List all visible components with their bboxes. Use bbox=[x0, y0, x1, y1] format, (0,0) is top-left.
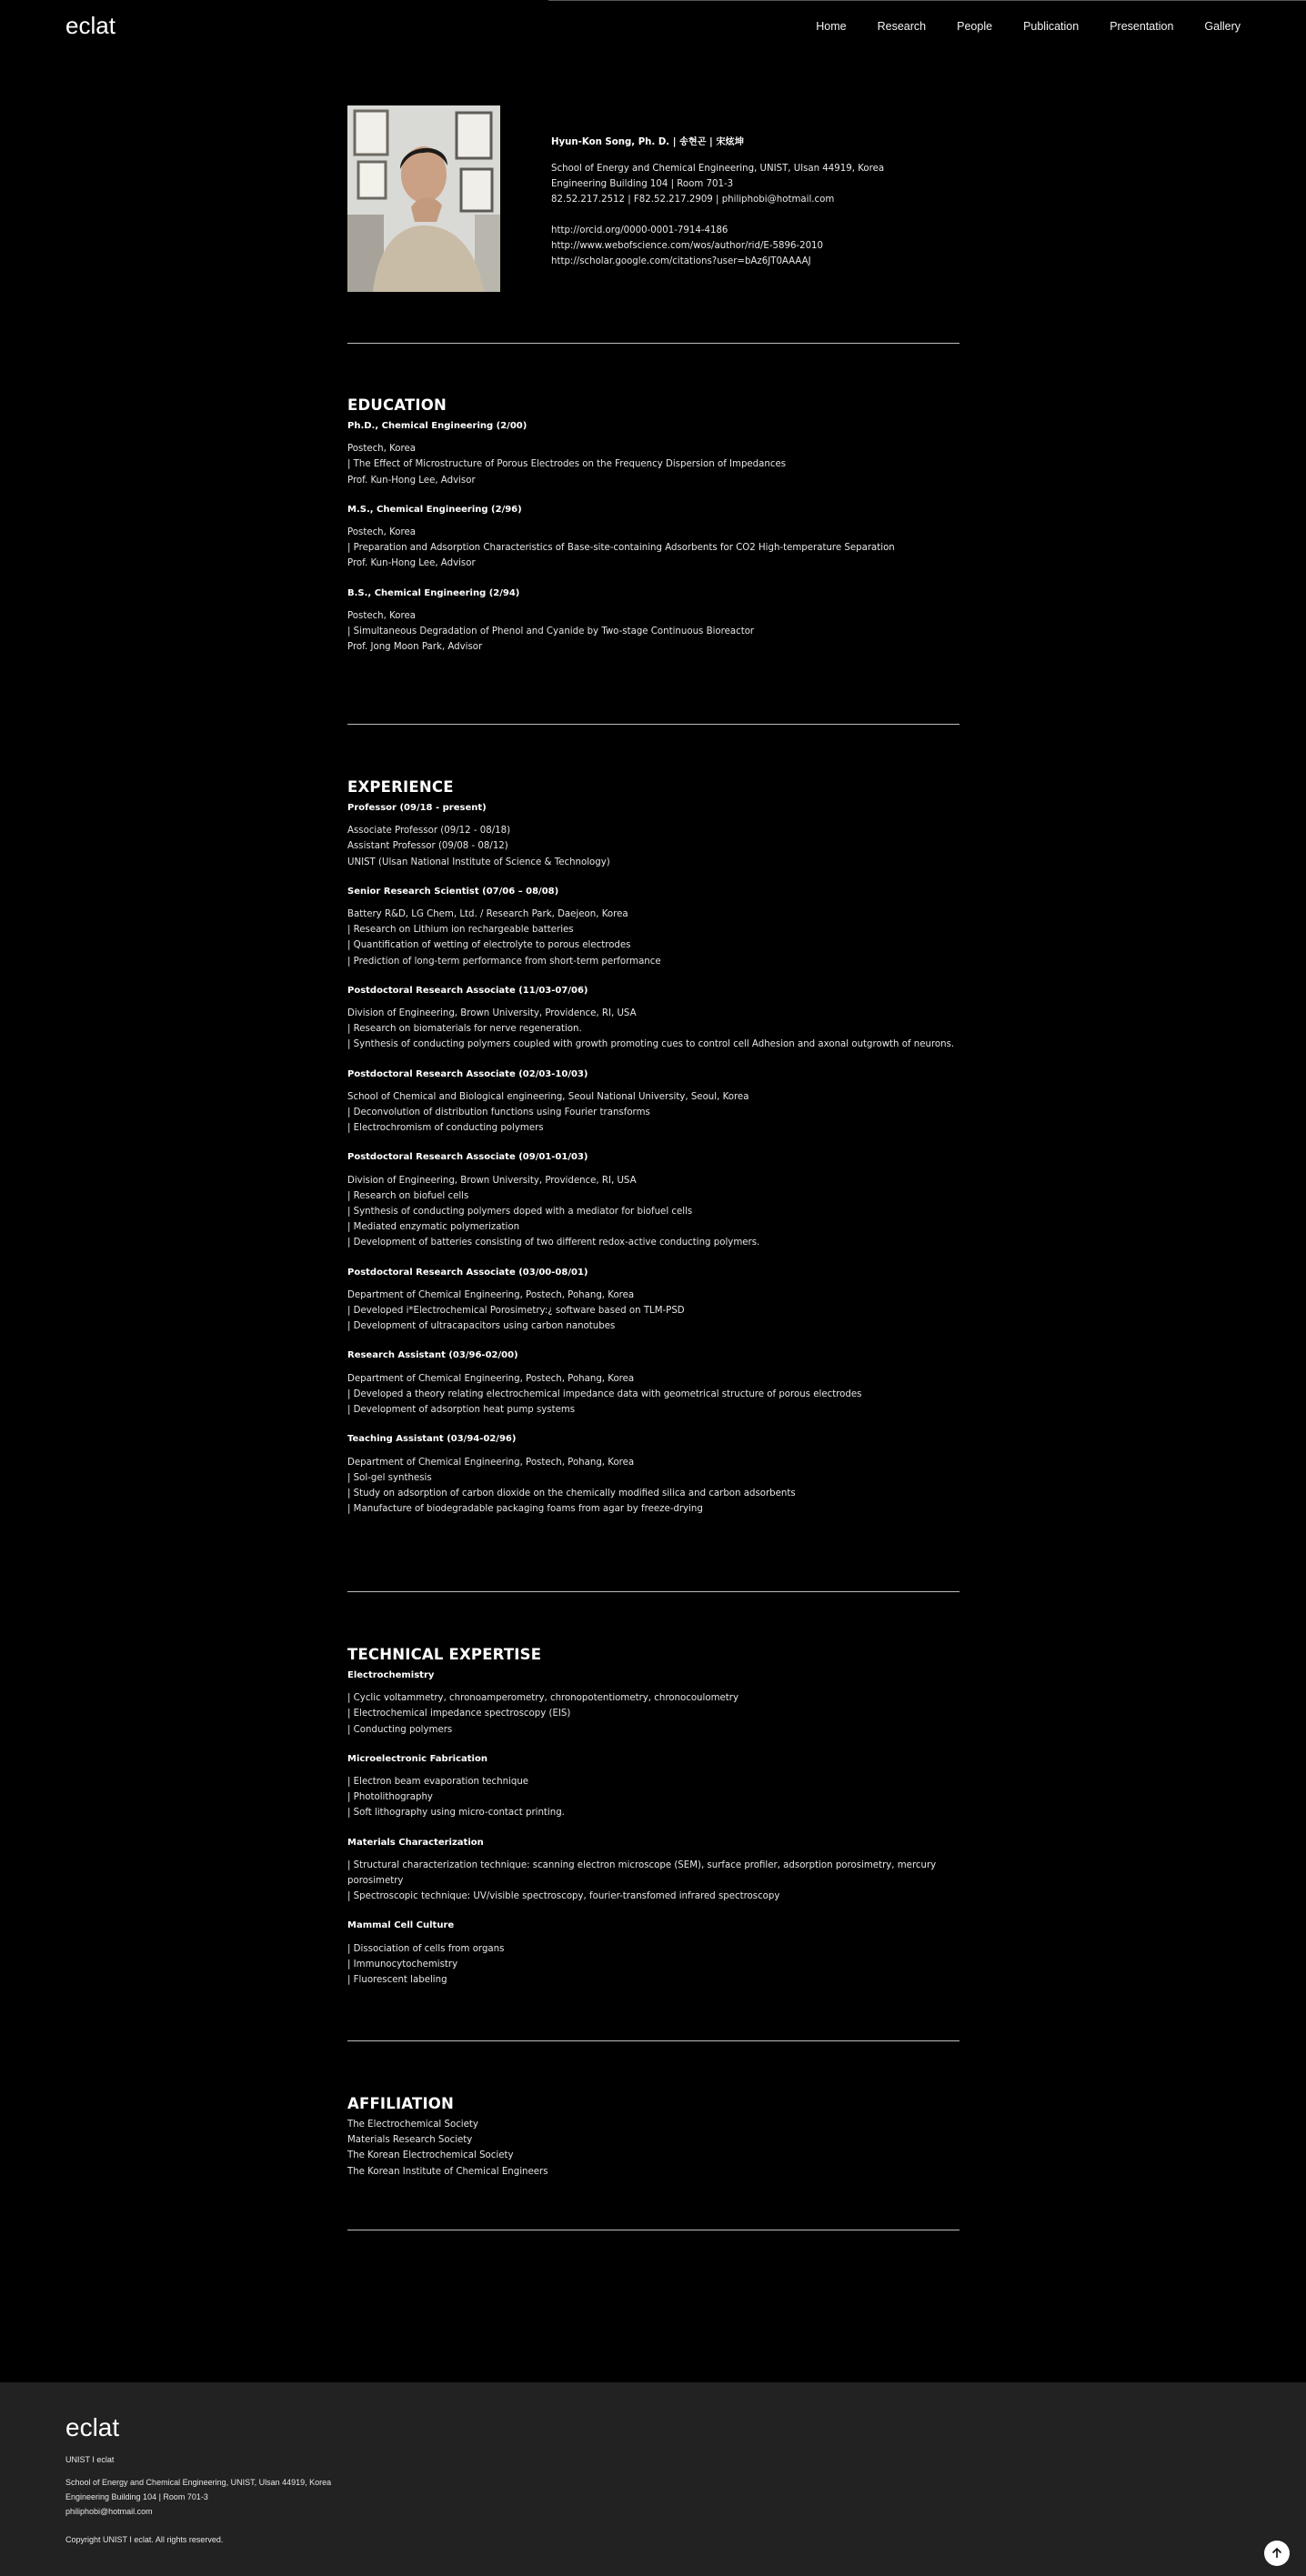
nav-publication[interactable]: Publication bbox=[1023, 20, 1080, 33]
profile-name: Hyun-Kon Song, Ph. D. | 송현곤 | 宋炫坤 bbox=[551, 137, 744, 147]
experience-item: Professor (09/18 - present) Associate Professor (09/12 - 08/18) Assistant Professor (09/08 - 08/12) UNIST (Ulsan National Institute of Science & Technology) bbox=[347, 803, 610, 867]
nav-home[interactable]: Home bbox=[816, 20, 847, 33]
scholar-link[interactable]: http://scholar.google.com/citations?user=bAz6JT0AAAAJ bbox=[551, 256, 811, 266]
expertise-item: Materials Characterization | Structural characterization technique: scanning electron microscope (SEM), surface profiler, adsorption porosimetry, mercury porosimetry | Spectroscopic technique: UV/visible spectroscopy, fourier-transfomed infrared spectroscopy bbox=[347, 1837, 937, 1902]
profile-address-2: Engineering Building 104 | Room 701-3 bbox=[551, 179, 734, 189]
affiliation-title: AFFILIATION bbox=[347, 2095, 455, 2112]
affiliation-item: The Electrochemical Society bbox=[347, 2120, 478, 2130]
site-header bbox=[0, 0, 1306, 55]
orcid-link[interactable]: http://orcid.org/0000-0001-7914-4186 bbox=[551, 226, 728, 236]
education-title: EDUCATION bbox=[347, 396, 447, 414]
education-item: M.S., Chemical Engineering (2/96) Postech, Korea | Preparation and Adsorption Characteristics of Base-site-containing Adsorbents for CO2 High-temperature Separation Prof. Kun-Hong Lee, Advisor bbox=[347, 504, 895, 569]
footer-copyright: Copyright UNIST I eclat. All rights reserved. bbox=[65, 2535, 224, 2544]
arrow-up-icon bbox=[1271, 2547, 1283, 2560]
nav-gallery[interactable]: Gallery bbox=[1204, 20, 1241, 33]
affiliation-item: The Korean Institute of Chemical Engineers bbox=[347, 2166, 548, 2177]
expertise-item: Microelectronic Fabrication | Electron beam evaporation technique | Photolithography | Soft lithography using micro-contact printing. bbox=[347, 1753, 565, 1819]
section-divider bbox=[347, 343, 959, 344]
main-nav bbox=[785, 20, 1241, 33]
nav-presentation[interactable]: Presentation bbox=[1110, 20, 1174, 33]
affiliation-item: The Korean Electrochemical Society bbox=[347, 2150, 514, 2161]
experience-item: Postdoctoral Research Associate (11/03-07/06) Division of Engineering, Brown University, Providence, RI, USA | Research on biomaterials for nerve regeneration. | Synthesis of conducting polymers coupled with growth promoting cues to control cell Adhesion and axonal outgrowth of neurons. bbox=[347, 985, 955, 1050]
education-section bbox=[347, 418, 966, 668]
education-item: Ph.D., Chemical Engineering (2/00) Postech, Korea | The Effect of Microstructure of Porous Electrodes on the Frequency Dispersion of Impedances Prof. Kun-Hong Lee, Advisor bbox=[347, 421, 787, 486]
footer-logo-text: eclat bbox=[65, 2413, 120, 2441]
profile-address-1: School of Energy and Chemical Engineering, UNIST, Ulsan 44919, Korea bbox=[551, 164, 885, 174]
footer-email[interactable]: philiphobi@hotmail.com bbox=[65, 2507, 153, 2516]
footer-logo bbox=[65, 2413, 135, 2444]
nav-research[interactable]: Research bbox=[877, 20, 927, 33]
eclat-logo[interactable] bbox=[65, 11, 129, 42]
header-divider bbox=[548, 0, 1306, 1]
experience-item: Postdoctoral Research Associate (09/01-01/03) Division of Engineering, Brown University, Providence, RI, USA | Research on biofuel cells | Synthesis of conducting polymers doped with a mediator for biofuel cells | Mediated enzymatic polymerization | Development of batteries consisting of two different redox-active conducting polymers. bbox=[347, 1152, 760, 1248]
scroll-to-top-button[interactable] bbox=[1264, 2541, 1290, 2566]
profile-contact: 82.52.217.2512 | F82.52.217.2909 | philiphobi@hotmail.com bbox=[551, 195, 835, 205]
education-item: B.S., Chemical Engineering (2/94) Postech, Korea | Simultaneous Degradation of Phenol and Cyanide by Two-stage Continuous Bioreactor Prof. Jong Moon Park, Advisor bbox=[347, 587, 755, 653]
footer-address-2: Engineering Building 104 | Room 701-3 bbox=[65, 2492, 208, 2501]
experience-item: Research Assistant (03/96-02/00) Department of Chemical Engineering, Postech, Pohang, Korea | Developed a theory relating electrochemical impedance data with geometrical structure of porous electrodes | Development of adsorption heat pump systems bbox=[347, 1350, 862, 1416]
affiliation-item: Materials Research Society bbox=[347, 2135, 473, 2146]
nav-people[interactable]: People bbox=[957, 20, 993, 33]
expertise-title: TECHNICAL EXPERTISE bbox=[347, 1646, 542, 1663]
affiliation-section bbox=[347, 2117, 966, 2180]
expertise-item: Mammal Cell Culture | Dissociation of cells from organs | Immunocytochemistry | Fluorescent labeling bbox=[347, 1920, 505, 1986]
footer-org: UNIST I eclat bbox=[65, 2455, 115, 2464]
footer-address-1: School of Energy and Chemical Engineering, UNIST, Ulsan 44919, Korea bbox=[65, 2478, 332, 2487]
experience-section bbox=[347, 800, 966, 1530]
experience-title: EXPERIENCE bbox=[347, 778, 454, 796]
section-divider bbox=[347, 2040, 959, 2041]
expertise-item: Electrochemistry | Cyclic voltammetry, chronoamperometry, chronopotentiometry, chronocoulometry | Electrochemical impedance spectroscopy (EIS) | Conducting polymers bbox=[347, 1670, 738, 1735]
profile-photo bbox=[347, 105, 500, 292]
section-divider bbox=[347, 1591, 959, 1592]
experience-item: Senior Research Scientist (07/06 – 08/08) Battery R&D, LG Chem, Ltd. / Research Park, Daejeon, Korea | Research on Lithium ion rechargeable batteries | Quantification of wetting of electrolyte to porous electrodes | Prediction of long-term performance from short-term performance bbox=[347, 886, 661, 967]
site-footer bbox=[0, 2382, 1306, 2576]
profile-info bbox=[551, 135, 959, 269]
wos-link[interactable]: http://www.webofscience.com/wos/author/rid/E-5896-2010 bbox=[551, 241, 824, 251]
experience-item: Postdoctoral Research Associate (02/03-10/03) School of Chemical and Biological engineering, Seoul National University, Seoul, Korea | Deconvolution of distribution functions using Fourier transforms | Electrochromism of conducting polymers bbox=[347, 1068, 749, 1134]
expertise-section bbox=[347, 1668, 966, 2001]
logo-text: eclat bbox=[65, 12, 116, 39]
experience-item: Teaching Assistant (03/94-02/96) Department of Chemical Engineering, Postech, Pohang, Korea | Sol-gel synthesis | Study on adsorption of carbon dioxide on the chemically modified silica and carbon adsorbents | Manufacture of biodegradable packaging foams from agar by freeze-drying bbox=[347, 1434, 796, 1515]
experience-item: Postdoctoral Research Associate (03/00-08/01) Department of Chemical Engineering, Postech, Pohang, Korea | Developed i*Electrochemical Porosimetry:¿ software based on TLM-PSD | Development of ultracapacitors using carbon nanotubes bbox=[347, 1267, 685, 1332]
section-divider bbox=[347, 724, 959, 725]
